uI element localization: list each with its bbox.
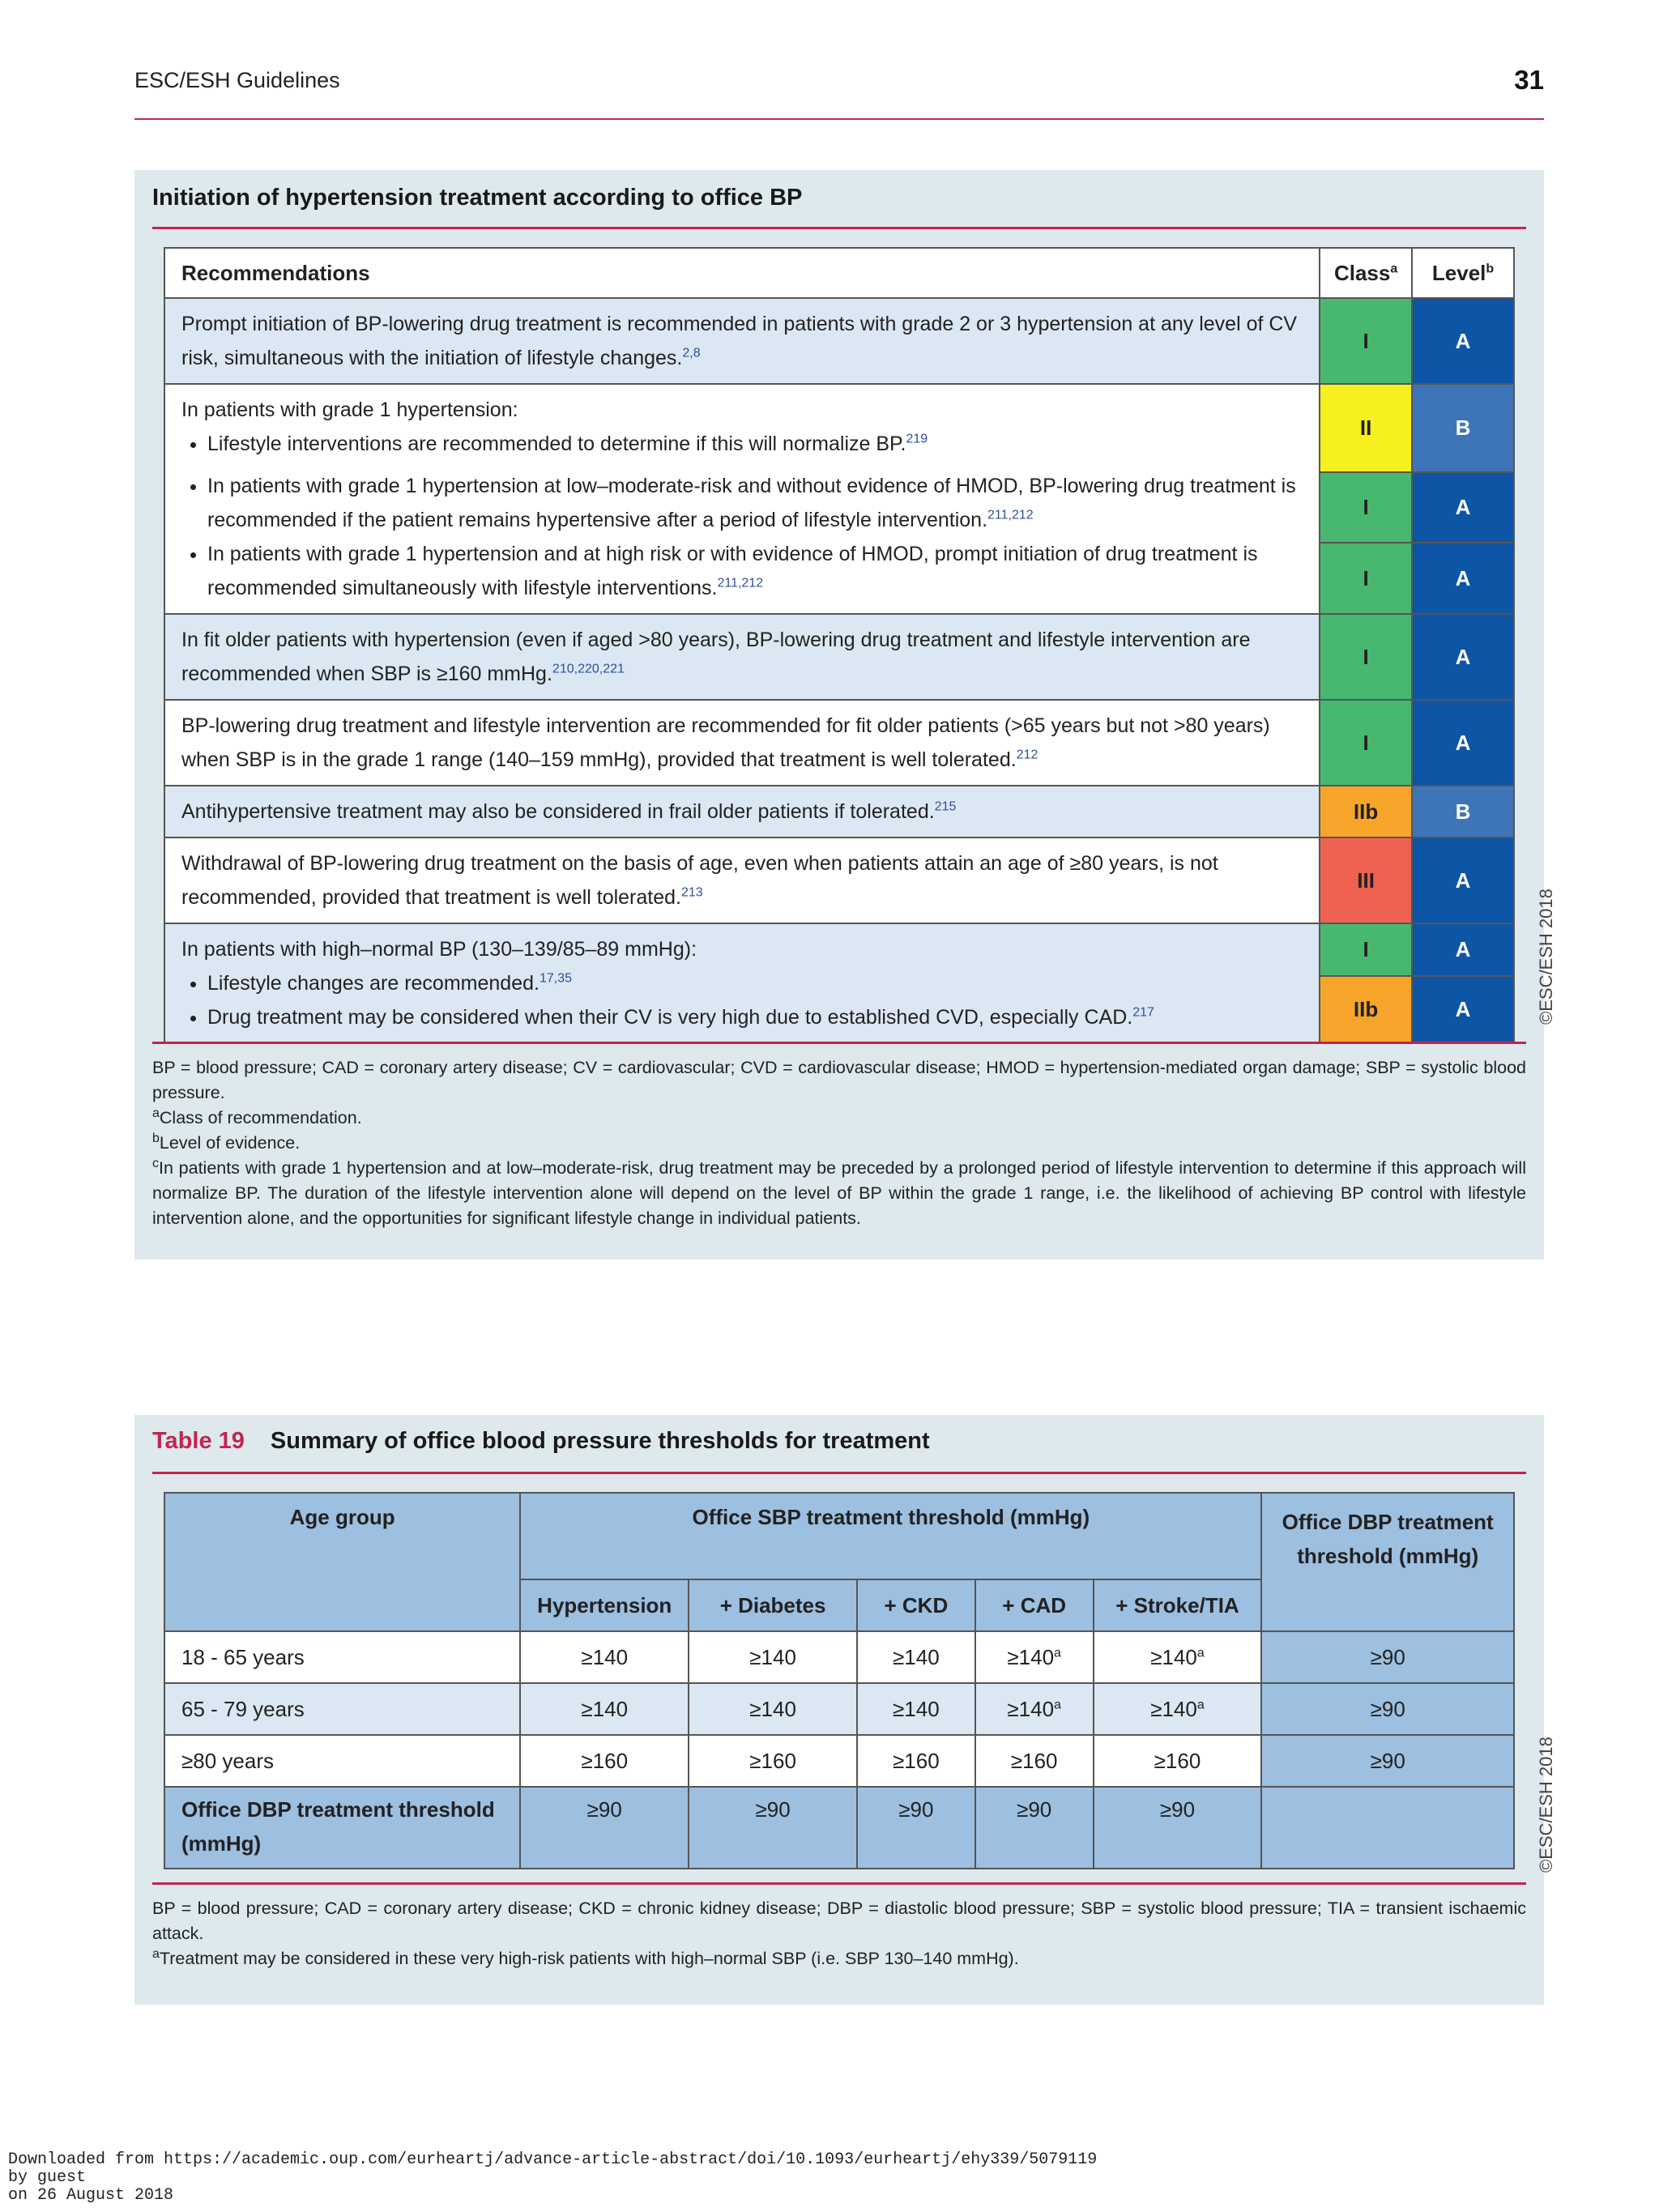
running-head: ESC/ESH Guidelines [134,68,340,92]
table19-panel [134,1415,1544,2005]
footer-label: Office DBP treatment threshold (mmHg) [164,1787,520,1869]
threshold-cell: ≥140 [520,1631,689,1683]
recommendation-intro: In patients with high–normal BP (130–139/85–89 mmHg): [181,938,697,961]
panel-bottom-rule [152,1042,1526,1044]
recommendation-text: Prompt initiation of BP-lowering drug treatment is recommended in patients with grade 2 or 3 hypertension at any level of CV risk, simultaneous with the initiation of lifestyle changes.$^{2,8}$ [164,298,1320,384]
copyright-notice: ©ESC/ESH 2018 [1536,889,1556,1025]
threshold-cell: $\ge 140^a$ [975,1683,1094,1735]
col-class: Class$^a$ [1320,248,1412,298]
table-footer-row [164,1787,1514,1869]
class-badge: I [1320,614,1412,700]
level-badge: A [1412,700,1514,786]
level-badge: B [1412,384,1514,472]
class-badge: I [1320,923,1412,976]
table-row [164,786,1514,837]
recommendation-text: BP-lowering drug treatment and lifestyle intervention are recommended for fit older patients (>65 years but not >80 years) when SBP is in the grade 1 range (140–159 mmHg), provided that treatment is well tolerated.$^{212}$ [164,700,1320,786]
list-item: • Lifestyle changes are recommended.$^{17,35}$ [207,966,1303,1000]
panel-title: Initiation of hypertension treatment according to office BP [152,185,803,211]
header-rule [134,118,1544,120]
class-badge: I [1320,543,1412,614]
panel-title-rule [152,1472,1526,1474]
class-badge: III [1320,837,1412,923]
footnote-abbreviations: BP = blood pressure; CAD = coronary artery disease; CKD = chronic kidney disease; DBP = diastolic blood pressure; SBP = systolic blood pressure; TIA = transient ischaemic attack. [152,1899,1526,1943]
footnote-abbreviations: BP = blood pressure; CAD = coronary artery disease; CV = cardiovascular; CVD = cardiovascular disease; HMOD = hypertension-mediated organ damage; SBP = systolic blood pressure. [152,1058,1526,1102]
table19-footnotes [152,1896,1526,1971]
col-ckd: + CKD [857,1579,975,1631]
threshold-cell: ≥140 [689,1683,857,1735]
threshold-cell: ≥160 [1094,1735,1262,1787]
page-number: 31 [1514,65,1544,95]
footnotes [152,1055,1526,1231]
recommendation-text: In fit older patients with hypertension (even if aged >80 years), BP-lowering drug treatment and lifestyle intervention are recommended when SBP is ≥160 mmHg.$^{210,220,221}$ [164,614,1320,700]
level-badge: A [1412,298,1514,384]
recommendation-text: Withdrawal of BP-lowering drug treatment on the basis of age, even when patients attain an age of ≥80 years, is not recommended, provided that treatment is well tolerated.$^{213}$ [164,837,1320,923]
age-group-cell: ≥80 years [164,1735,520,1787]
col-diabetes: + Diabetes [689,1579,857,1631]
copyright-notice: ©ESC/ESH 2018 [1536,1737,1556,1873]
table-row [164,1735,1514,1787]
footnote-a: $^a$Treatment may be considered in these very high-risk patients with high–normal SBP (i.e. SBP 130–140 mmHg). [152,1946,1019,1968]
col-recommendations: Recommendations [164,248,1320,298]
col-level: Level$^b$ [1412,248,1514,298]
table-row [164,614,1514,700]
table19-title: Table 19 Summary of office blood pressure thresholds for treatment [152,1428,930,1454]
list-item: • In patients with grade 1 hypertension at low–moderate-risk and without evidence of HMOD, BP-lowering drug treatment is recommended if the patient remains hypertensive after a period of lifestyle intervention.$^{211,212}$ [207,469,1303,537]
table-row [164,298,1514,384]
class-badge: I [1320,700,1412,786]
threshold-cell: ≥160 [520,1735,689,1787]
footnote-c: $^c$In patients with grade 1 hypertension and at low–moderate-risk, drug treatment may be preceded by a prolonged period of lifestyle intervention to determine if this approach will normalize BP. The duration of the lifestyle intervention alone will depend on the level of BP within the grade 1 range, i.e. the likelihood of achieving BP control with lifestyle intervention alone, and the opportunities for significant lifestyle change in individual patients. [152,1156,1526,1228]
class-badge: IIb [1320,976,1412,1043]
col-sbp-threshold: Office SBP treatment threshold (mmHg) [520,1493,1261,1579]
threshold-cell: ≥90 [975,1787,1094,1869]
threshold-cell: ≥90 [1094,1787,1262,1869]
level-badge: A [1412,976,1514,1043]
table-row [164,923,1514,976]
col-hypertension: Hypertension [520,1579,689,1631]
col-stroke-tia: + Stroke/TIA [1094,1579,1262,1631]
col-age-group: Age group [164,1493,520,1631]
threshold-cell: $\ge 140^a$ [1094,1631,1262,1683]
age-group-cell: 18 - 65 years [164,1631,520,1683]
threshold-cell: ≥160 [689,1735,857,1787]
table-header-row [164,1493,1514,1579]
recommendation-text [164,923,1320,1043]
recommendations-table [164,247,1515,1044]
dbp-threshold-cell: ≥90 [1261,1631,1514,1683]
recommendations-panel [134,170,1544,1259]
class-badge: II [1320,384,1412,472]
table-row [164,1631,1514,1683]
table-row [164,384,1514,472]
table-row [164,700,1514,786]
level-badge: A [1412,614,1514,700]
thresholds-table [164,1492,1515,1869]
threshold-cell: $\ge 140^a$ [975,1631,1094,1683]
class-badge: I [1320,298,1412,384]
recommendation-text [164,384,1320,614]
threshold-cell: $\ge 140^a$ [1094,1683,1262,1735]
table-row [164,1683,1514,1735]
list-item: • Lifestyle interventions are recommended to determine if this will normalize BP.$^{219}$ [207,427,1303,461]
threshold-cell: ≥90 [689,1787,857,1869]
download-stamp: Downloaded from https://academic.oup.com/eurheartj/advance-article-abstract/doi/10.1093/eurheartj/ehy339/5079119 by guest on 26 August 2018 [8,2150,1098,2205]
level-badge: A [1412,837,1514,923]
age-group-cell: 65 - 79 years [164,1683,520,1735]
table-label: Table 19 [152,1428,245,1454]
empty-cell [1261,1787,1514,1869]
dbp-threshold-cell: ≥90 [1261,1735,1514,1787]
recommendation-intro: In patients with grade 1 hypertension: [181,399,518,421]
threshold-cell: ≥140 [857,1631,975,1683]
recommendation-text: Antihypertensive treatment may also be considered in frail older patients if tolerated.$^{215}$ [164,786,1320,837]
panel-title-rule [152,227,1526,229]
dbp-threshold-cell: ≥90 [1261,1683,1514,1735]
threshold-cell: ≥140 [689,1631,857,1683]
footnote-b: $^b$Level of evidence. [152,1131,301,1153]
list-item: • Drug treatment may be considered when their CV is very high due to established CVD, especially CAD.$^{217}$ [207,1000,1303,1034]
threshold-cell: ≥140 [857,1683,975,1735]
list-item: • In patients with grade 1 hypertension and at high risk or with evidence of HMOD, prompt initiation of drug treatment is recommended simultaneously with lifestyle interventions.$^{211,212}$ [207,537,1303,605]
level-badge: A [1412,543,1514,614]
threshold-cell: ≥90 [857,1787,975,1869]
footnote-a: $^a$Class of recommendation. [152,1106,362,1127]
threshold-cell: ≥160 [975,1735,1094,1787]
level-badge: B [1412,786,1514,837]
threshold-cell: ≥140 [520,1683,689,1735]
threshold-cell: ≥90 [520,1787,689,1869]
col-cad: + CAD [975,1579,1094,1631]
threshold-cell: ≥160 [857,1735,975,1787]
panel-bottom-rule [152,1882,1526,1885]
class-badge: I [1320,472,1412,543]
level-badge: A [1412,923,1514,976]
table-row [164,837,1514,923]
class-badge: IIb [1320,786,1412,837]
level-badge: A [1412,472,1514,543]
col-dbp-threshold: Office DBP treatment threshold (mmHg) [1261,1493,1514,1631]
table-header-row [164,248,1514,298]
